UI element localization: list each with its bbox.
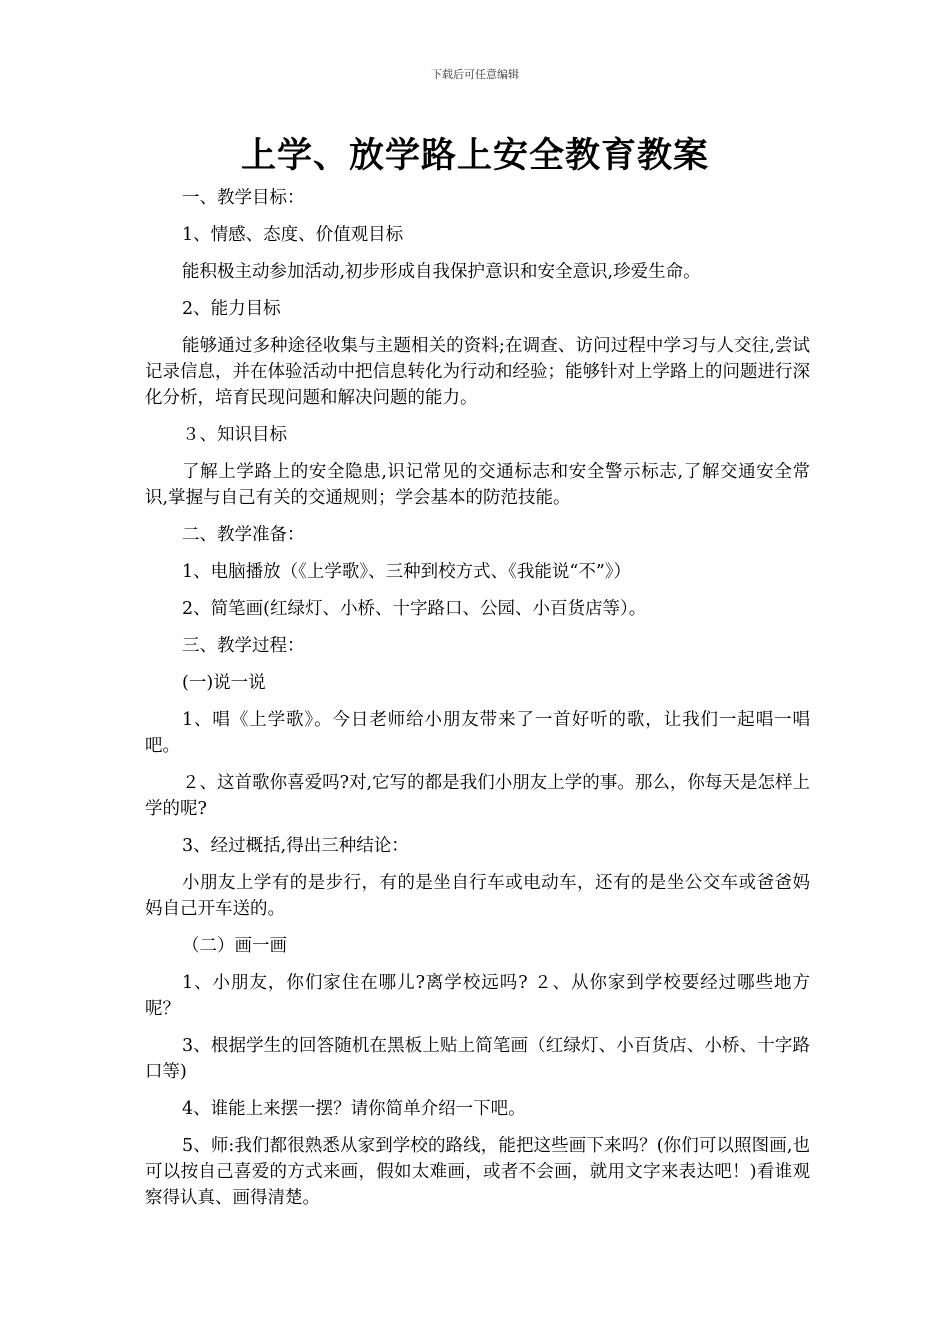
paragraph: 1、小朋友，你们家住在哪儿?离学校远吗? ２、从你家到学校要经过哪些地方呢？ — [145, 973, 810, 1019]
section-heading-process: 三、教学过程： — [182, 636, 305, 656]
paragraph: 2、简笔画(红绿灯、小桥、十字路口、公园、小百货店等）。 — [182, 599, 647, 619]
paragraph: 能积极主动参加活动,初步形成自我保护意识和安全意识,珍爱生命。 — [182, 262, 701, 282]
paragraph: 3、根据学生的回答随机在黑板上贴上简笔画（红绿灯、小百货店、小桥、十字路口等) — [145, 1036, 810, 1082]
paragraph: 能够通过多种途径收集与主题相关的资料;在调查、访问过程中学习与人交往,尝试记录信息，并在体验活动中把信息转化为行动和经验；能够针对上学路上的问题进行深化分析，培育民现问题和解决问题的能力。 — [145, 336, 810, 408]
header-note: 下载后可任意编辑 — [431, 68, 519, 81]
paragraph: 5、师:我们都很熟悉从家到学校的路线，能把这些画下来吗？(你们可以照图画,也可以按自己喜爱的方式来画，假如太难画，或者不会画，就用文字来表达吧！)看谁观察得认真、画得清楚。 — [145, 1136, 810, 1208]
subheading-say: (一)说一说 — [182, 673, 266, 693]
paragraph: ２、这首歌你喜爱吗?对,它写的都是我们小朋友上学的事。那么，你每天是怎样上学的呢? — [145, 773, 810, 819]
paragraph: 4、谁能上来摆一摆？请你简单介绍一下吧。 — [182, 1099, 526, 1119]
subheading-emotion-goal: 1、情感、态度、价值观目标 — [182, 225, 404, 245]
paragraph: 1、唱《上学歌》。今日老师给小朋友带来了一首好听的歌，让我们一起唱一唱吧。 — [145, 710, 810, 756]
section-heading-objectives: 一、教学目标： — [182, 188, 305, 208]
subheading-draw: （二）画一画 — [182, 936, 287, 956]
paragraph: 小朋友上学有的是步行，有的是坐自行车或电动车，还有的是坐公交车或爸爸妈妈自己开车送的。 — [145, 873, 810, 919]
document-body — [145, 185, 810, 1222]
subheading-ability-goal: 2、能力目标 — [182, 299, 281, 319]
section-heading-preparation: 二、教学准备： — [182, 525, 305, 545]
paragraph: 3、经过概括,得出三种结论： — [182, 836, 409, 856]
paragraph: 1、电脑播放（《上学歌》、三种到校方式、《我能说“不”》） — [182, 562, 632, 582]
paragraph: 了解上学路上的安全隐患,识记常见的交通标志和安全警示标志,了解交通安全常识,掌握与自己有关的交通规则；学会基本的防范技能。 — [145, 462, 810, 508]
subheading-knowledge-goal: ３、知识目标 — [182, 425, 287, 445]
document-title: 上学、放学路上安全教育教案 — [240, 135, 709, 176]
